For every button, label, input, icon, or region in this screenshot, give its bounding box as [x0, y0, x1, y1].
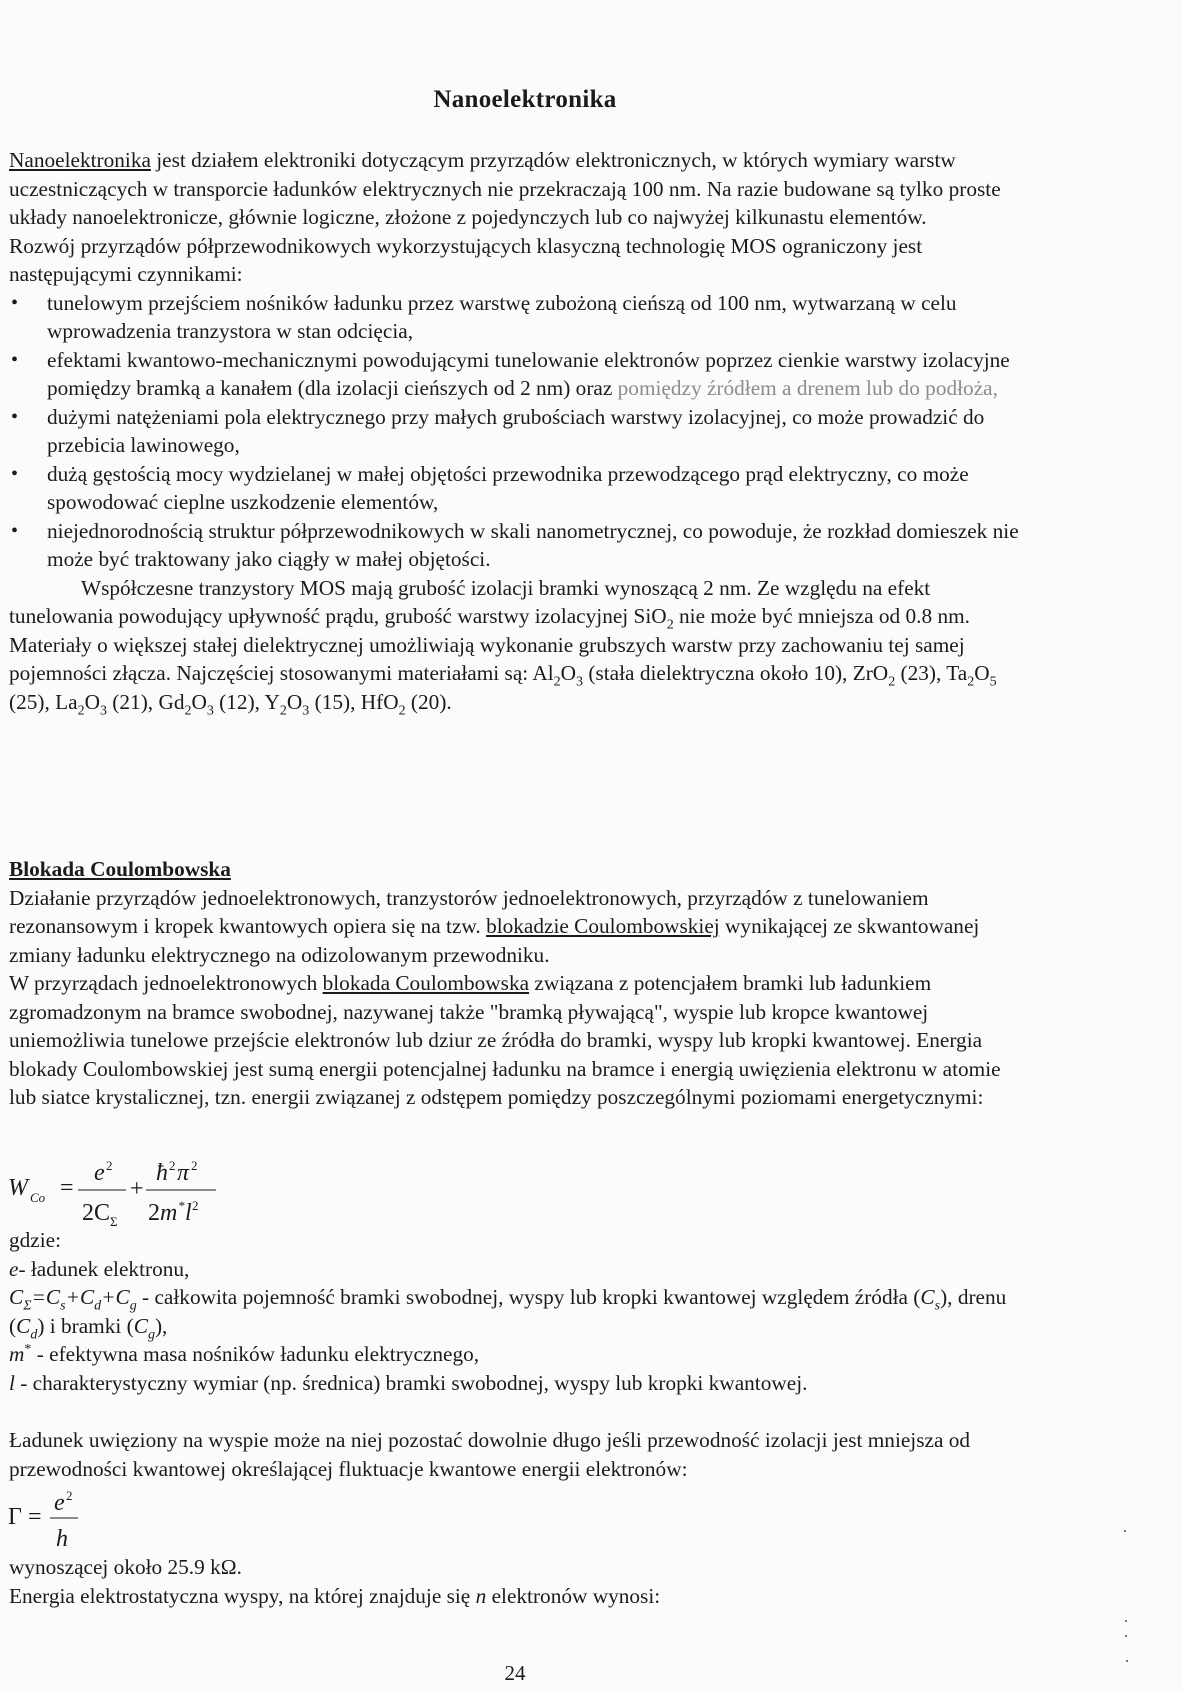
list-item-text: efektami kwantowo-mechanicznymi powodującymi tunelowanie elektronów poprzez cienkie warstwy izolacyjne pomiędzy bramką a kanałem (dla izolacji cieńszych od 2 nm) oraz	[47, 347, 1010, 400]
final-section	[9, 1553, 1024, 1610]
link-blokada: blokada Coulombowska	[322, 971, 530, 995]
intro-section	[9, 146, 1024, 716]
blokada-section	[9, 855, 1024, 1112]
formula-num2b-sup: 2	[191, 1158, 198, 1173]
formula-den1: 2C	[82, 1200, 111, 1226]
formula-den2-sup: *	[178, 1198, 185, 1213]
formula-den2b: l	[185, 1200, 192, 1226]
section-heading: Blokada Coulombowska	[9, 857, 231, 881]
blokada-paragraph-1: Działanie przyrządów jednoelektronowych, tranzystorów jednoelektronowych, przyrządów z tunelowaniem rezonansowym i kropek kwantowych opiera się na tzw. blokadzie Coulombowskiej wynikającej ze skwantowanej zmiany ładunku elektrycznego na odizolowanym przewodniku.	[9, 885, 980, 967]
formula-num2: ħ	[156, 1160, 168, 1186]
formula-plus: +	[130, 1176, 144, 1202]
definitions-section	[9, 1226, 1024, 1397]
formula-lhs: W	[8, 1175, 28, 1201]
intro-text: jest działem elektroniki dotyczącym przyrządów elektronicznych, w których wymiary warstw uczestniczących w transporcie ładunków elektrycznych nie przekraczają 100 nm. Na razie budowane są tylko proste układy nanoelektronicze, głównie logiczne, złożone z pojedynczych lub co najwyżej kilkunastu elementów.	[9, 148, 1001, 229]
list-item: • tunelowym przejściem nośników ładunku przez warstwę zubożoną cieńszą od 100 nm, wytwarzaną w celu wprowadzenia tranzystora w stan odcięcia,	[9, 289, 1024, 346]
ladunek-paragraph: Ładunek uwięziony na wyspie może na niej pozostać dowolnie długo jeśli przewodność izolacji jest mniejsza od przewodności kwantowej określającej fluktuacje kwantowe energii elektronów:	[9, 1428, 971, 1481]
formula-eq: =	[60, 1175, 74, 1201]
formula-num2b: π	[177, 1160, 190, 1186]
formula-num1: e	[94, 1160, 105, 1186]
term-nanoelektronika: Nanoelektronika	[9, 148, 151, 172]
page-title: Nanoelektronika	[433, 86, 617, 113]
formula-gamma	[6, 1484, 126, 1554]
formula2-num-sup: 2	[66, 1488, 73, 1503]
link-blokadzie: blokadzie Coulombowskiej	[486, 914, 720, 938]
blokada-paragraph-2: W przyrządach jednoelektronowych blokada Coulombowska związana z potencjałem bramki lub ładunkiem zgromadzonym na bramce swobodnej, nazywanej także "bramką pływającą", wyspie lub kropce kwantowej uniemożliwia tunelowe przejście elektronów lub dziur ze źródła do bramki, wyspy lub kropki kwantowej. Energia blokady Coulombowskiej jest sumą energii potencjalnej ładunku na bramce i energią uwięzienia elektronu w atomie lub siatce krystalicznej, tzn. energii związanej z odstępem pomiędzy poszczególnymi poziomami energetycznymi:	[9, 971, 1001, 1109]
formula-lhs-sub: Co	[30, 1190, 46, 1205]
formula-den2b-sup: 2	[192, 1198, 199, 1213]
page-number: 24	[504, 1661, 526, 1685]
formula2-eq: =	[28, 1504, 42, 1530]
factors-list	[9, 289, 1024, 574]
list-item-faded-text: pomiędzy źródłem a drenem lub do podłoża,	[617, 376, 998, 400]
formula-den1-sub: Σ	[110, 1214, 118, 1229]
list-item: • dużą gęstością mocy wydzielanej w małej objętości przewodnika przewodzącego prąd elektryczny, co może spowodować cieplne uszkodzenie elementów,	[9, 460, 1024, 517]
scan-edge-marks	[1116, 0, 1136, 1691]
formula-den2: m	[160, 1200, 178, 1226]
formula-den2-2: 2	[148, 1200, 160, 1226]
list-item	[9, 346, 1024, 403]
formula-num2-sup: 2	[169, 1158, 176, 1173]
formula2-den: h	[56, 1526, 68, 1552]
intro-paragraph-2: Rozwój przyrządów półprzewodnikowych wykorzystujących klasyczną technologię MOS ograniczony jest następującymi czynnikami:	[9, 233, 923, 286]
definition-l: l - charakterystyczny wymiar (np. średnica) bramki swobodnej, wyspy lub kropki kwantowej.	[9, 1370, 808, 1395]
definition-e: e- ładunek elektronu,	[9, 1256, 190, 1281]
energia-line: Energia elektrostatyczna wyspy, na której znajduje się n elektronów wynosi:	[9, 1583, 661, 1608]
formula2-lhs: Γ	[8, 1504, 22, 1530]
intro-paragraph	[9, 146, 1024, 232]
definition-m: m* - efektywna masa nośników ładunku elektrycznego,	[9, 1341, 480, 1366]
gdzie-label: gdzie:	[9, 1228, 62, 1252]
formula2-num: e	[54, 1490, 65, 1516]
definition-c-sigma: $C_\Sigma=C_s+C_d+C_g$ - całkowita pojemność bramki swobodnej, wyspy lub kropki kwantowej względem źródła $(C_s)$, drenu $(C_d)$ i bramki $(C_g)$,	[9, 1285, 1007, 1342]
mos-paragraph: Współczesne tranzystory MOS mają grubość izolacji bramki wynoszącą 2 nm. Ze względu na efekt tunelowania powodujący upływność prądu, grubość warstwy izolacyjnej SiO$_2$ nie może być mniejsza od 0.8 nm. Materiały o większej stałej dielektrycznej umożliwiają wykonanie grubszych warstw przy zachowaniu tej samej pojemności złącza. Najczęściej stosowanymi materiałami są: $Al_2O_3$ (stała dielektryczna około 10), ZrO$_2$ (23), $Ta_2O_5$ (25), $La_2O_3$ (21), $Gd_2O_3$ (12), $Y_2O_3$ (15), HfO$_2$ (20).	[9, 575, 997, 718]
wynoszacej-line: wynoszącej około 25.9 kΩ.	[9, 1555, 242, 1579]
list-item: • dużymi natężeniami pola elektrycznego przy małych grubościach warstwy izolacyjnej, co może prowadzić do przebicia lawinowego,	[9, 403, 1024, 460]
list-item: • niejednorodnością struktur półprzewodnikowych w skali nanometrycznej, co powoduje, że rozkład domieszek nie może być traktowany jako ciągły w małej objętości.	[9, 517, 1024, 574]
formula-num1-sup: 2	[106, 1158, 113, 1173]
